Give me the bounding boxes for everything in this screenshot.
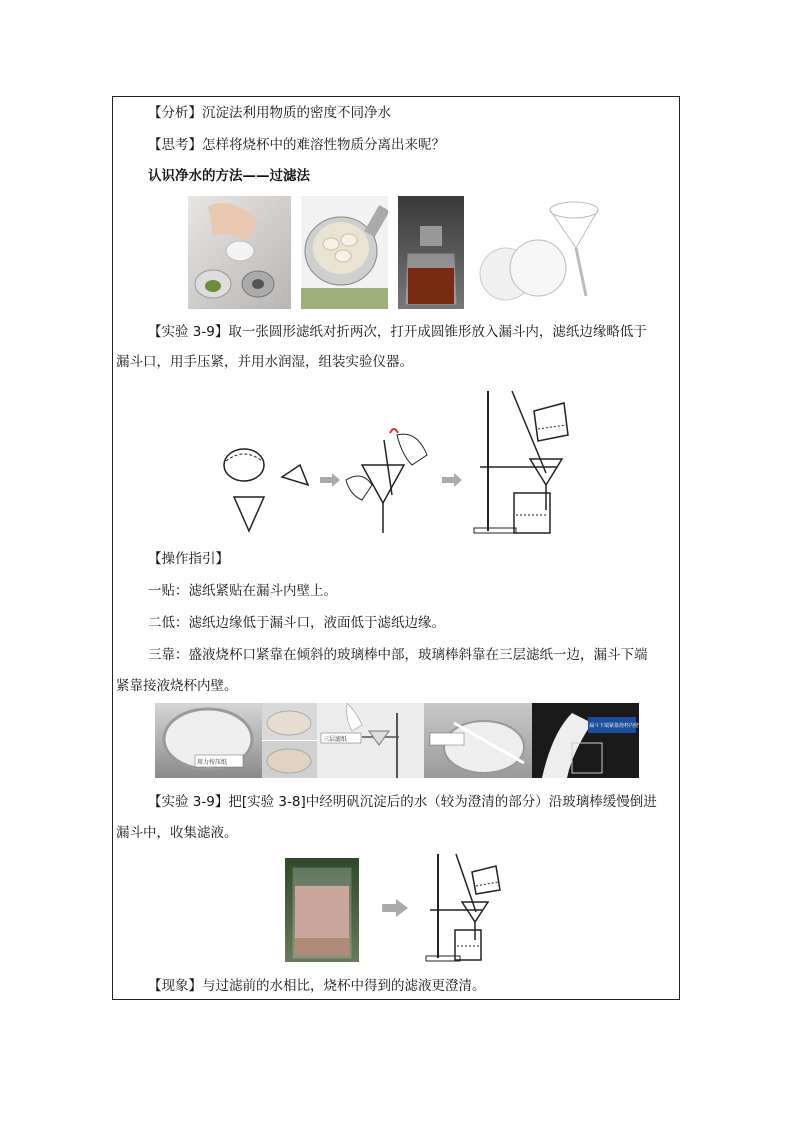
operation-guide-title: 【操作指引】: [148, 551, 229, 567]
rule-three-line-a: 三靠：盛液烧杯口紧靠在倾斜的玻璃棒中部，玻璃棒斜靠在三层滤纸一边，漏斗下端: [148, 647, 648, 663]
rule-three-line-b: 紧靠接液烧杯内壁。: [116, 678, 238, 694]
colander-dumplings-photo: [301, 196, 388, 309]
beaker-top-photo: [262, 703, 317, 740]
bowl-caption-label: 用力按压纸: [197, 759, 228, 766]
think-text: 【思考】怎样将烧杯中的难溶性物质分离出来呢？: [148, 137, 445, 153]
section-heading: 认识净水的方法——过滤法: [148, 168, 310, 184]
stand-caption-label: 三层滤纸: [323, 736, 348, 743]
coffee-filter-photo: [398, 196, 464, 309]
pouring-filtration-diagram: [420, 850, 505, 965]
phenomenon-text: 【现象】与过滤前的水相比，烧杯中得到的滤液更澄清。: [148, 978, 486, 994]
filtration-stand-photo: [317, 703, 424, 778]
experiment-1-line-a: 【实验 3-9】取一张圆形滤纸对折两次，打开成圆锥形放入漏斗内，滤纸边缘略低于: [148, 324, 647, 340]
experiment-2-line-b: 漏斗中，收集滤液。: [116, 825, 238, 841]
experiment-1-line-b: 漏斗口，用手压紧，并用水润湿，组装实验仪器。: [116, 354, 413, 370]
filtration-setup-diagram: [212, 385, 572, 537]
beaker-bottom-photo: [262, 741, 317, 778]
screen-caption-label: 漏斗下端紧靠烧杯内壁: [589, 723, 639, 729]
rule-one-text: 一贴：滤纸紧贴在漏斗内壁上。: [148, 583, 337, 599]
filter-bowl-photo: [155, 703, 262, 778]
alum-water-beaker-photo: [285, 858, 359, 962]
analysis-text: 【分析】沉淀法利用物质的密度不同净水: [148, 105, 391, 121]
sink-strainer-photo: [188, 196, 291, 309]
experiment-2-line-a: 【实验 3-9】把[实验 3-8]中经明矾沉淀后的水（较为澄清的部分）沿玻璃棒缓慢倒进: [148, 794, 657, 810]
pouring-rod-photo: [424, 703, 532, 778]
beaker-wall-photo: [532, 703, 639, 778]
right-arrow-icon: [380, 896, 410, 920]
rule-two-text: 二低：滤纸边缘低于漏斗口，液面低于滤纸边缘。: [148, 615, 445, 631]
filter-paper-funnel-photo: [476, 196, 604, 309]
